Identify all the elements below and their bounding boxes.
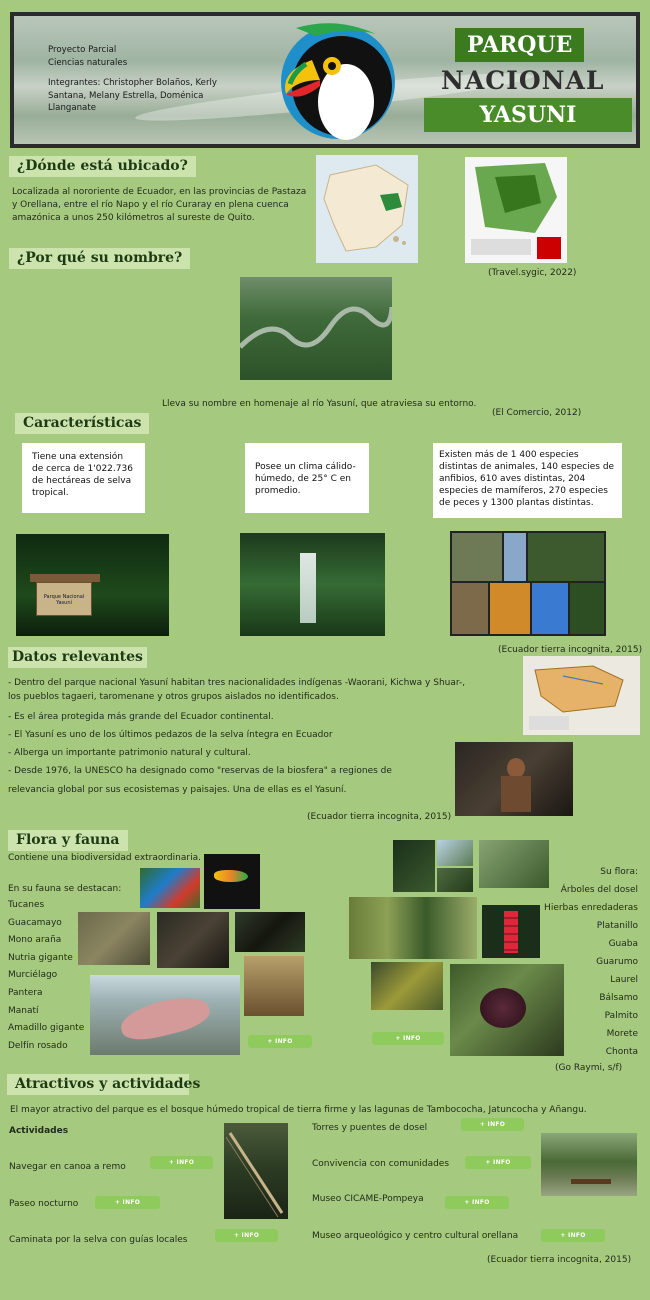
forest-photo-3 [437, 868, 473, 892]
flora-item: Morete [606, 1029, 638, 1039]
species-card: Existen más de 1 400 especies distintas de animales, 140 especies de anfibios, 610 aves distintas, 204 especies de mamíferos, 270 especies de peces y 1300 plantas distintas. [433, 443, 622, 518]
macaw-photo [140, 868, 200, 908]
flora-title: Su flora: [600, 867, 638, 877]
title-nacional: NACIONAL [441, 66, 605, 95]
flora-item: Árboles del dosel [560, 885, 638, 895]
fact-item: - Dentro del parque nacional Yasuní habitan tres nacionalidades indígenas -Waorani, Kichwa y Shuar-, los pueblos tagaeri, taromenane y otros grupos aislados no identificados. [8, 678, 466, 702]
extension-card: Tiene una extensión de cerca de 1'022.736 de hectáreas de selva tropical. [22, 443, 145, 513]
activity-night-walk: Paseo nocturno [9, 1199, 79, 1209]
canopy-towers-info-button[interactable]: + INFO [461, 1118, 524, 1131]
fact-item: - Es el área protegida más grande del Ecuador continental. [8, 712, 274, 722]
activity-communities: Convivencia con comunidades [312, 1159, 450, 1169]
name-text: Lleva su nombre en homenaje al río Yasuní, que atraviesa su entorno. [162, 399, 477, 409]
flora-fauna-heading: Flora y fauna [8, 830, 128, 851]
fauna-info-button[interactable]: + INFO [248, 1035, 312, 1048]
canopy-bridge-photo [224, 1123, 288, 1219]
subject-label: Ciencias naturales [48, 57, 128, 68]
fauna-item: Nutria gigante [8, 952, 73, 963]
name-heading: ¿Por qué su nombre? [9, 248, 190, 269]
fact-item: - El Yasuní es uno de los últimos pedazos de la selva íntegra en Ecuador [8, 730, 333, 740]
features-citation: (Ecuador tierra incognita, 2015) [498, 645, 643, 655]
flora-item: Platanillo [596, 921, 638, 931]
name-citation: (El Comercio, 2012) [492, 408, 582, 418]
river-canoe-photo [541, 1133, 637, 1196]
museum-orellana-info-button[interactable]: + INFO [541, 1229, 605, 1242]
fact-item: - Desde 1976, la UNESCO ha designado como "reservas de la biosfera" a regiones de relevancia global por sus ecosistemas y paisajes. Una de ellas es el Yasuní. [8, 766, 392, 795]
features-heading: Características [15, 413, 149, 434]
fauna-item: Mono araña [8, 935, 62, 946]
waterfall-image [240, 533, 385, 636]
giant-otter-photo [157, 912, 229, 968]
communities-info-button[interactable]: + INFO [465, 1156, 531, 1169]
fauna-list [8, 897, 84, 1055]
territory-map-image [523, 656, 640, 735]
flora-info-button[interactable]: + INFO [372, 1032, 444, 1045]
fact-item: - Alberga un importante patrimonio natural y cultural. [8, 748, 251, 758]
fauna-item: Guacamayo [8, 917, 62, 928]
location-text: Localizada al nororiente de Ecuador, en las provincias de Pastaza y Orellana, entre el río Napo y el río Curaray en plena cuenca amazónica a unos 250 kilómetros al sureste de Quito. [12, 187, 307, 223]
activity-museum-cicame: Museo CICAME-Pompeya [312, 1194, 424, 1204]
fauna-item: Delfín rosado [8, 1040, 68, 1051]
activity-jungle-hike: Caminata por la selva con guías locales [9, 1235, 188, 1245]
fauna-item: Manatí [8, 1005, 39, 1016]
spider-monkey-photo [78, 912, 150, 965]
flora-item: Palmito [604, 1011, 638, 1021]
park-sign-text: Parque Nacional Yasuní [43, 594, 85, 606]
fauna-item: Amadillo gigante [8, 1023, 85, 1034]
yasuni-map-image [465, 157, 567, 263]
facts-heading: Datos relevantes [8, 647, 147, 668]
flora-item: Laurel [610, 975, 638, 985]
flora-item: Chonta [605, 1047, 638, 1057]
forest-photo-1 [393, 840, 435, 892]
forest-photo-2 [437, 840, 473, 866]
flora-item: Guaba [608, 939, 638, 949]
fauna-item: Murciélago [8, 970, 58, 981]
wildlife-collage-image [450, 531, 606, 636]
title-parque: PARQUE [455, 28, 584, 62]
activities-subtitle: Actividades [9, 1126, 69, 1136]
facts-citation: (Ecuador tierra incognita, 2015) [307, 812, 452, 822]
location-heading: ¿Dónde está ubicado? [9, 156, 196, 177]
flora-item: Hierbas enredaderas [544, 903, 638, 913]
ecuador-map-image [316, 155, 418, 263]
flora-fauna-citation: (Go Raymi, s/f) [555, 1063, 623, 1073]
jungle-hike-info-button[interactable]: + INFO [215, 1229, 278, 1242]
activity-canoe: Navegar en canoa a remo [9, 1162, 126, 1172]
location-citation: (Travel.sygic, 2022) [488, 268, 577, 278]
tree-trunk-photo [349, 897, 477, 959]
activity-museum-orellana: Museo arqueológico y centro cultural orellana [312, 1231, 519, 1241]
pod-photo [371, 962, 443, 1010]
title-yasuni: YASUNI [424, 98, 632, 132]
biodiversity-intro: Contiene una biodiversidad extraordinaria. [8, 853, 201, 863]
pink-dolphin-photo [90, 975, 240, 1055]
forest-photo-4 [479, 840, 549, 888]
header-banner [10, 12, 640, 148]
activity-canopy-towers: Torres y puentes de dosel [312, 1123, 428, 1133]
river-aerial-image [240, 277, 392, 380]
members-label: Integrantes: Christopher Bolaños, Kerly Santana, Melany Estrella, Doménica Llanganate [48, 78, 217, 113]
flora-item: Guarumo [596, 957, 638, 967]
flora-item: Bálsamo [599, 993, 638, 1003]
activities-heading: Atractivos y actividades [7, 1074, 189, 1095]
park-sign-image [16, 534, 169, 636]
toucan-logo [276, 20, 396, 144]
fauna-item: Tucanes [8, 900, 45, 910]
museum-cicame-info-button[interactable]: + INFO [445, 1196, 509, 1209]
panther-photo [235, 912, 305, 952]
canoe-info-button[interactable]: + INFO [150, 1156, 213, 1169]
night-walk-info-button[interactable]: + INFO [95, 1196, 160, 1209]
climate-card: Posee un clima cálido-húmedo, de 25° C en promedio. [245, 443, 369, 513]
bat-photo [244, 956, 304, 1016]
toucan-photo [204, 854, 260, 909]
activities-intro: El mayor atractivo del parque es el bosque húmedo tropical de tierra firme y las lagunas de Tambococha, Jatuncocha y Añangu. [10, 1105, 587, 1115]
heliconia-photo [482, 905, 540, 958]
fauna-item: Pantera [8, 987, 43, 998]
activities-citation: (Ecuador tierra incognita, 2015) [487, 1255, 632, 1265]
project-label: Proyecto Parcial [48, 45, 117, 55]
flora-list [544, 881, 638, 1061]
aerial-forest-background [14, 16, 636, 144]
fauna-title: En su fauna se destacan: [8, 884, 122, 894]
indigenous-person-image [455, 742, 573, 816]
facts-list [8, 676, 468, 800]
